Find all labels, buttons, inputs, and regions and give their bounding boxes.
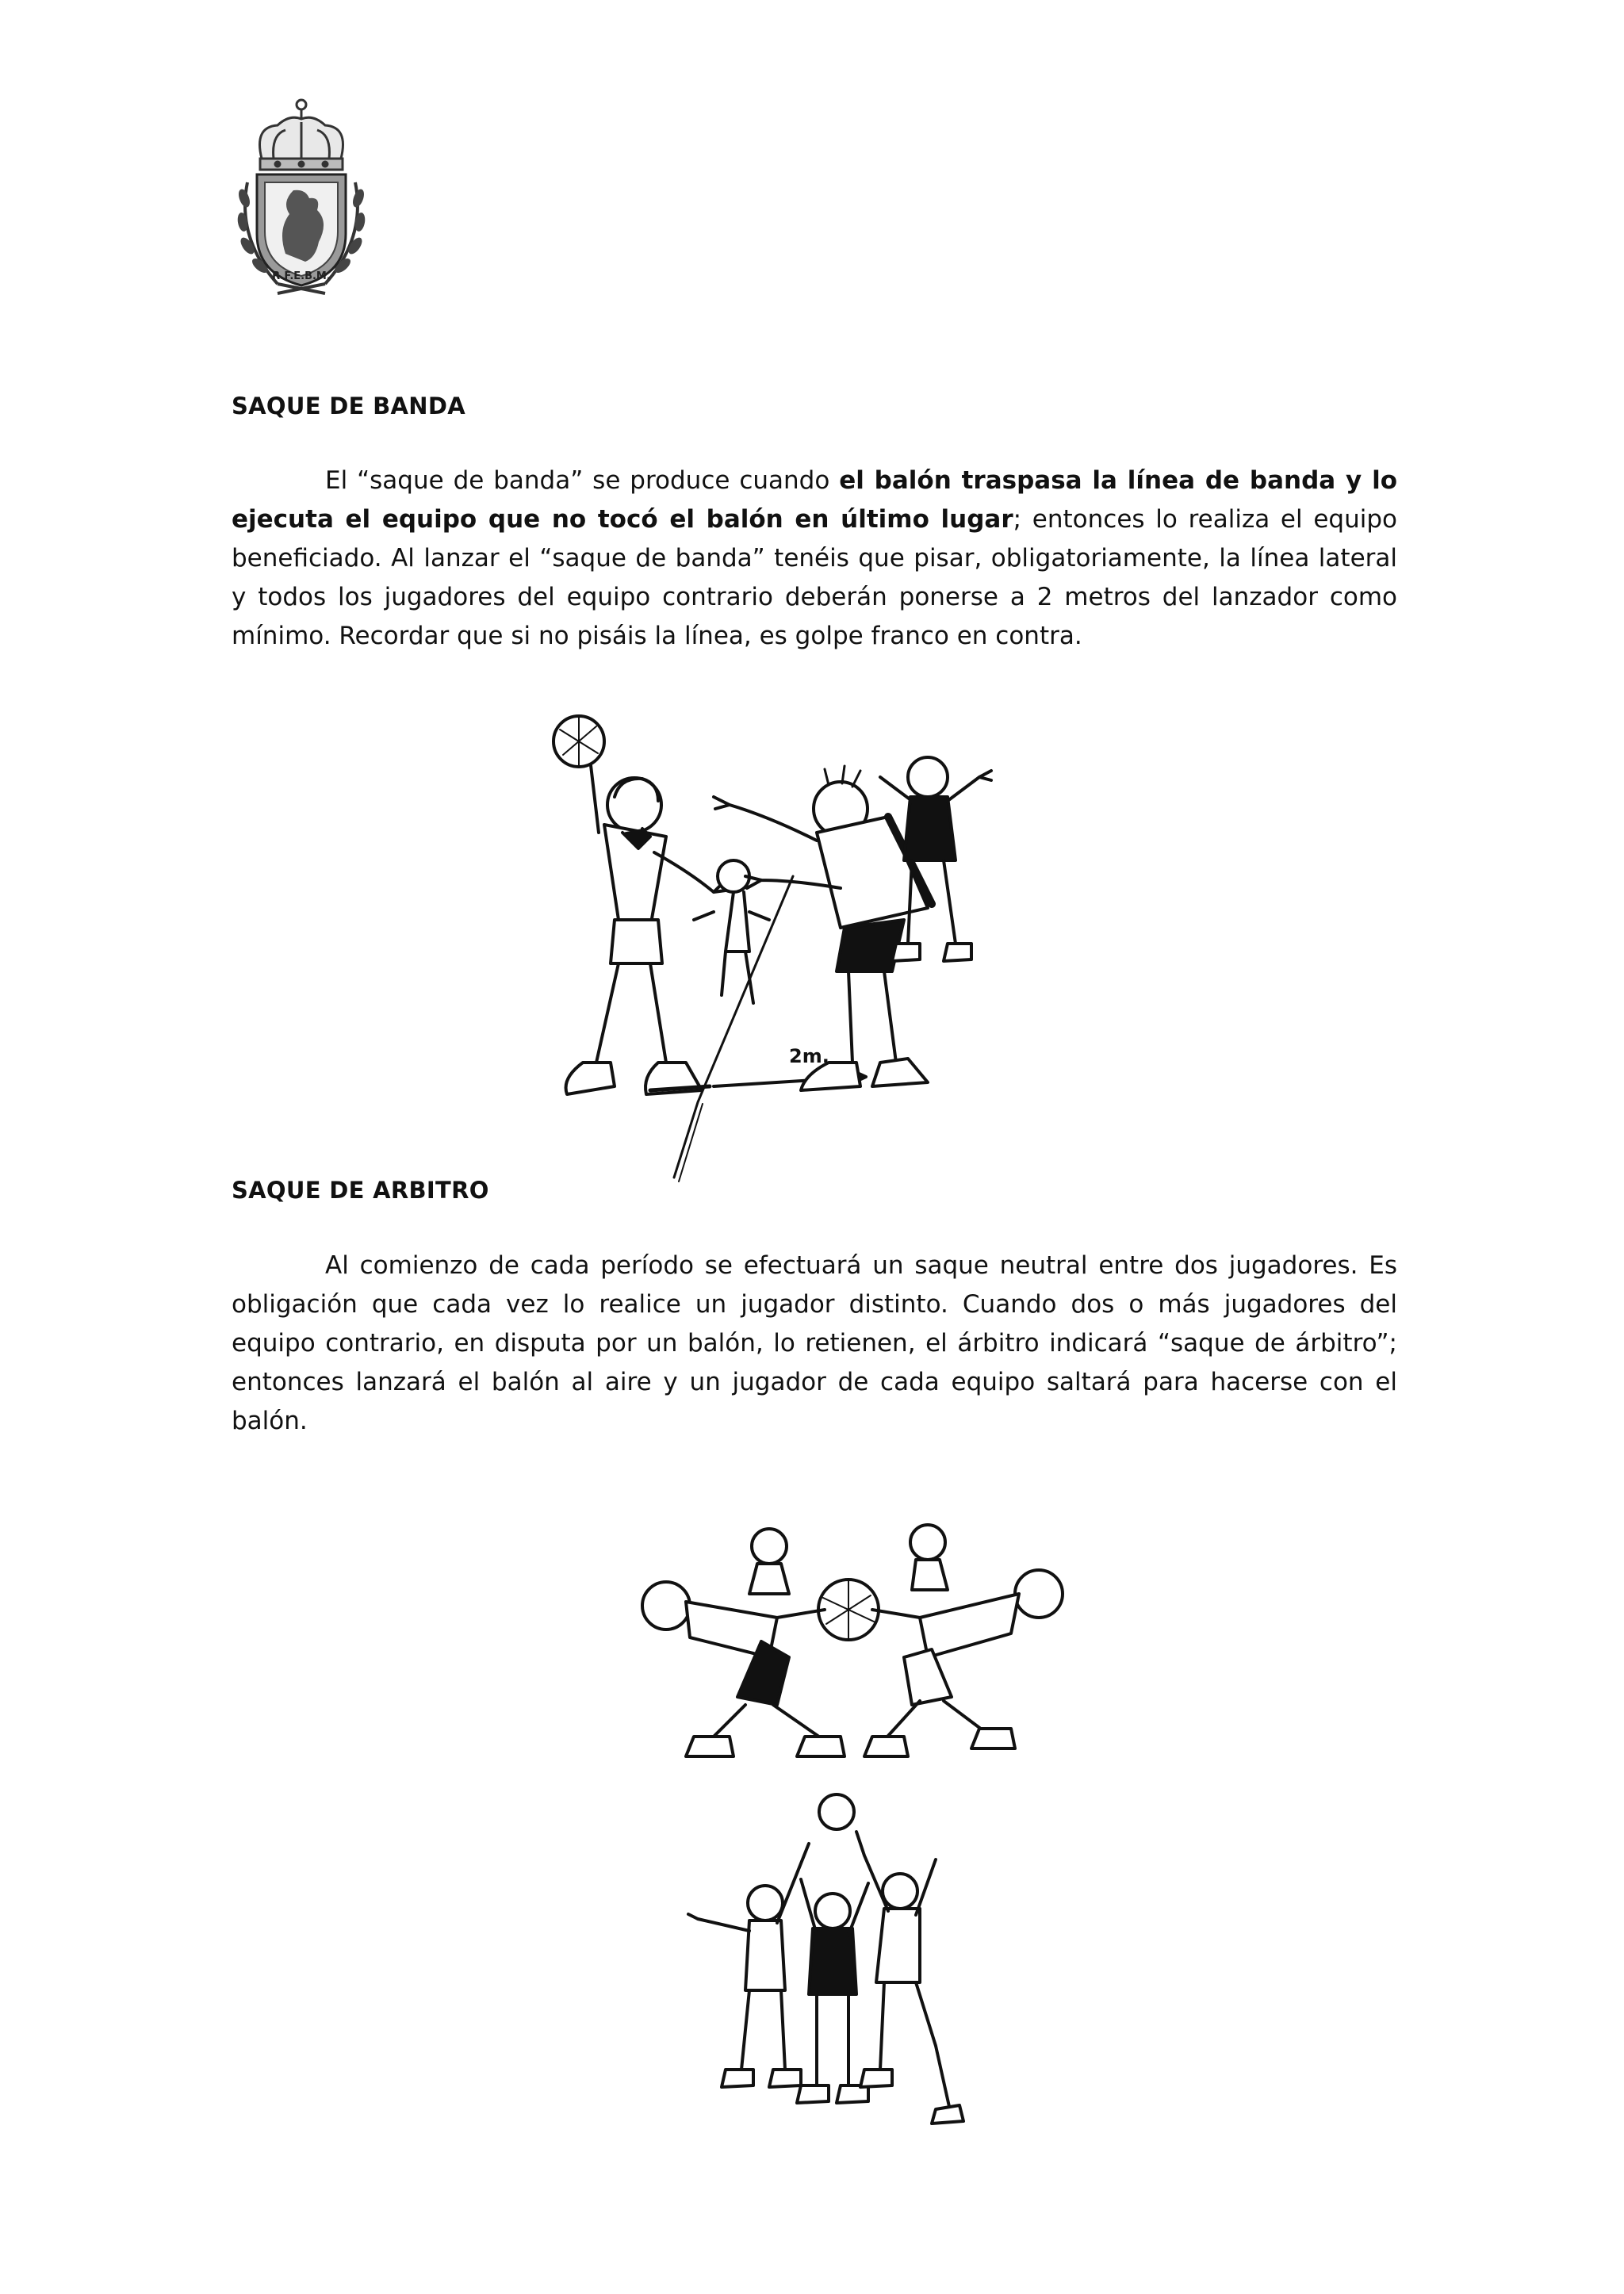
paragraph-saque-de-banda xyxy=(232,461,1397,656)
paragraph-bold-rule: el balón traspasa la línea de banda y lo ejecuta el equipo que no tocó el balón en último lugar xyxy=(232,466,1397,534)
side-line xyxy=(674,876,793,1178)
jump-ball-illustration xyxy=(682,1784,967,2125)
paragraph-text-start: El “saque de banda” se produce cuando xyxy=(325,466,840,495)
paragraph-text-end: ; entonces lo realiza el equipo beneficiado. Al lanzar el “saque de banda” tenéis que pisar, obligatoriamente, la línea lateral y todos los jugadores del equipo contrario deberán ponerse a 2 metros del lanzador como mínimo. Recordar que si no pisáis la línea, es golpe franco en contra. xyxy=(232,505,1397,650)
section-title-saque-de-banda: SAQUE DE BANDA xyxy=(232,393,465,419)
section-title-saque-de-arbitro: SAQUE DE ARBITRO xyxy=(232,1177,489,1204)
throw-in-illustration xyxy=(531,690,1245,1189)
distance-label: 2m. xyxy=(789,1045,829,1067)
thrower-player xyxy=(553,716,726,1094)
federation-crest-logo xyxy=(230,95,373,309)
crown-icon xyxy=(260,100,343,170)
tossed-ball xyxy=(819,1794,854,1829)
shield-icon xyxy=(257,174,346,285)
crest-monogram: R.F.E.B.M. xyxy=(272,270,331,282)
paragraph-saque-de-arbitro: Al comienzo de cada período se efectuará un saque neutral entre dos jugadores. Es obligación que cada vez lo realice un jugador distinto. Cuando dos o más jugadores del equipo contrario, en disputa por un balón, lo retienen, el árbitro indicará “saque de árbitro”; entonces lanzará el balón al aire y un jugador de cada equipo saltará para hacerse con el balón. xyxy=(232,1251,1397,1435)
scramble-illustration xyxy=(619,1499,1086,1768)
